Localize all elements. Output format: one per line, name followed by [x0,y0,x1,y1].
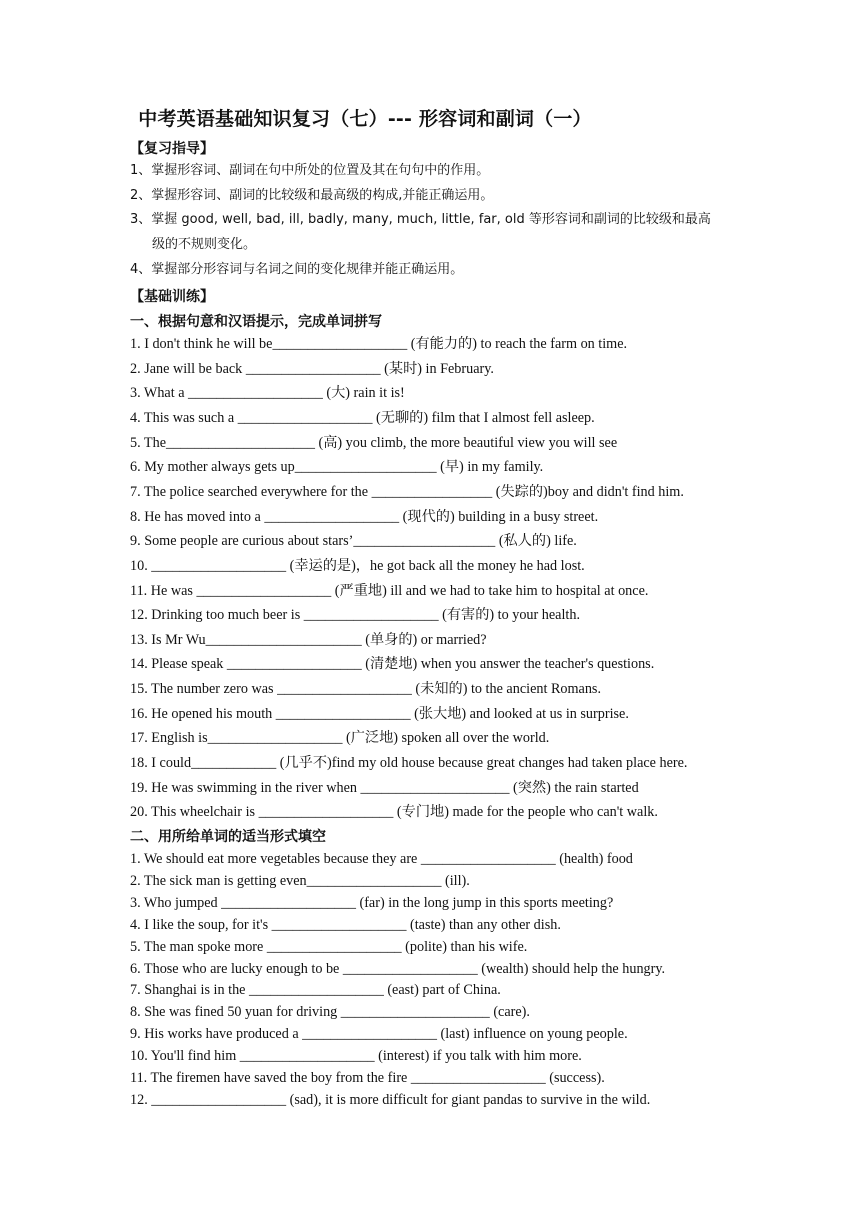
exercise-item: 3. What a ___________________ (大) rain it is! [130,385,405,402]
review-guide-heading: 【复习指导】 [130,141,214,157]
exercise-item: 11. He was ___________________ (严重地) ill and we had to take him to hospital at once. [130,582,649,599]
exercise-item: 19. He was swimming in the river when _____________________ (突然) the rain started [130,779,639,796]
page-title: 中考英语基础知识复习（七）--- 形容词和副词（一） [138,108,592,130]
exercise-item: 5. The man spoke more ___________________ (polite) than his wife. [130,938,528,955]
exercise-item: 6. My mother always gets up____________________ (早) in my family. [130,459,544,476]
exercise-item: 18. I could____________ (几乎不)find my old house because great changes had taken place here. [130,755,688,772]
exercise-item: 4. I like the soup, for it's ___________________ (taste) than any other dish. [130,916,561,933]
exercise-item: 12. ___________________ (sad), it is more difficult for giant pandas to survive in the wild. [130,1091,651,1108]
exercise-item: 14. Please speak ___________________ (清楚地) when you answer the teacher's questions. [130,656,655,673]
exercise-item: 9. His works have produced a ___________________ (last) influence on young people. [130,1026,628,1043]
review-guide-item-continuation: 级的不规则变化。 [152,237,257,252]
exercise-item: 2. The sick man is getting even___________________ (ill). [130,872,470,889]
exercise-item: 12. Drinking too much beer is ___________________ (有害的) to your health. [130,607,581,624]
exercise-item: 3. Who jumped ___________________ (far) in the long jump in this sports meeting? [130,894,614,911]
exercise-item: 8. She was fined 50 yuan for driving _____________________ (care). [130,1004,530,1021]
basic-training-heading: 【基础训练】 [130,289,214,305]
review-guide-item: 3、掌握 good, well, bad, ill, badly, many, much, little, far, old 等形容词和副词的比较级和最高 [130,212,711,227]
exercise-item: 17. English is___________________ (广泛地) spoken all over the world. [130,730,550,747]
exercise-item: 20. This wheelchair is ___________________ (专门地) made for the people who can't walk. [130,804,658,821]
review-guide-item: 2、掌握形容词、副词的比较级和最高级的构成,并能正确运用。 [130,188,494,203]
section1-heading: 一、根据句意和汉语提示，完成单词拼写 [130,314,382,330]
review-guide-item: 4、掌握部分形容词与名词之间的变化规律并能正确运用。 [130,262,464,277]
review-guide-item: 1、掌握形容词、副词在句中所处的位置及其在句句中的作用。 [130,163,490,178]
exercise-item: 10. You'll find him ___________________ (interest) if you talk with him more. [130,1048,582,1065]
exercise-item: 1. I don't think he will be___________________ (有能力的) to reach the farm on time. [130,336,628,352]
exercise-item: 13. Is Mr Wu______________________ (单身的) or married? [130,631,487,648]
exercise-item: 7. The police searched everywhere for the _________________ (失踪的)boy and didn't find him. [130,483,684,500]
exercise-item: 16. He opened his mouth ___________________ (张大地) and looked at us in surprise. [130,705,629,722]
exercise-item: 4. This was such a ___________________ (无聊的) film that I almost fell asleep. [130,409,595,426]
exercise-item: 6. Those who are lucky enough to be ___________________ (wealth) should help the hungry. [130,960,666,977]
exercise-item: 1. We should eat more vegetables because they are ___________________ (health) food [130,851,633,867]
section2-heading: 二、用所给单词的适当形式填空 [130,829,326,845]
exercise-item: 10. ___________________ (幸运的是)，he got back all the money he had lost. [130,557,585,574]
exercise-item: 15. The number zero was ___________________ (未知的) to the ancient Romans. [130,681,601,698]
exercise-item: 2. Jane will be back ___________________ (某时) in February. [130,360,494,377]
exercise-item: 8. He has moved into a ___________________ (现代的) building in a busy street. [130,508,599,525]
exercise-item: 11. The firemen have saved the boy from the fire ___________________ (success). [130,1070,605,1086]
exercise-item: 5. The_____________________ (高) you climb, the more beautiful view you will see [130,434,618,451]
exercise-item: 7. Shanghai is in the ___________________ (east) part of China. [130,982,501,999]
exercise-item: 9. Some people are curious about stars’____________________ (私人的) life. [130,533,577,550]
